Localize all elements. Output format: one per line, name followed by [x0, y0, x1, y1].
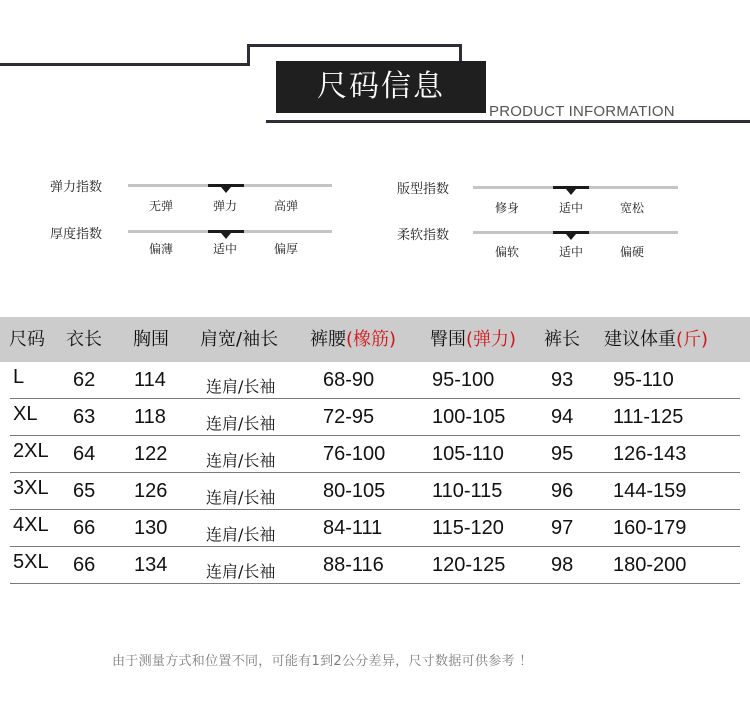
header-line-left [0, 63, 250, 66]
table-cell: 130 [134, 517, 168, 539]
table-cell: 97 [551, 517, 574, 539]
page-subtitle: PRODUCT INFORMATION [489, 103, 675, 120]
measurement-footnote: 由于测量方式和位置不同，可能有1到2公分差异，尺寸数据可供参考 ！ [112, 654, 533, 669]
table-cell: 62 [73, 369, 96, 391]
table-row [10, 362, 740, 399]
table-cell: 126 [134, 480, 168, 502]
table-row [10, 473, 740, 510]
table-cell: 120-125 [432, 554, 506, 576]
index-option: 宽松 [619, 201, 644, 215]
index-label: 厚度指数 [50, 227, 103, 242]
table-cell: 95-110 [613, 369, 674, 391]
table-cell: 110-115 [432, 480, 503, 502]
index-pointer-icon [566, 234, 576, 240]
table-cell: 连肩/长袖 [206, 377, 276, 396]
index-option: 偏厚 [273, 242, 298, 256]
column-header-note: (橡筋) [346, 329, 397, 350]
table-cell: 122 [134, 443, 168, 465]
table-cell: 连肩/长袖 [206, 525, 276, 544]
index-option: 无弹 [148, 199, 173, 213]
table-cell: 4XL [13, 514, 49, 536]
table-cell: 160-179 [613, 517, 687, 539]
table-cell: 66 [73, 517, 96, 539]
index-option-selected: 适中 [558, 245, 583, 259]
table-cell: 96 [551, 480, 574, 502]
table-cell: 88-116 [323, 554, 384, 576]
table-cell: 76-100 [323, 443, 386, 465]
index-option: 偏软 [494, 245, 519, 259]
table-cell: 98 [551, 554, 574, 576]
index-option-selected: 适中 [212, 242, 237, 256]
table-cell: 118 [134, 406, 166, 428]
column-header-note: (斤) [676, 329, 709, 350]
table-cell: 144-159 [613, 480, 687, 502]
header-line-left-vertical [247, 44, 250, 66]
table-cell: 3XL [13, 477, 49, 499]
table-cell: 95-100 [432, 369, 495, 391]
index-option: 偏薄 [148, 242, 173, 256]
index-option: 修身 [494, 201, 519, 215]
column-header-note: (弹力) [466, 329, 517, 350]
table-row [10, 436, 740, 473]
table-cell: 100-105 [432, 406, 506, 428]
table-cell: 5XL [13, 551, 49, 573]
column-header: 裤长 [544, 329, 580, 350]
table-cell: 115-120 [432, 517, 504, 539]
column-header: 臀围(弹力) [430, 329, 517, 350]
index-option: 偏硬 [619, 245, 644, 259]
index-pointer-icon [221, 233, 231, 239]
index-label: 版型指数 [397, 182, 450, 197]
page-title: 尺码信息 [276, 61, 486, 113]
table-cell: 114 [134, 369, 166, 391]
index-option-selected: 弹力 [212, 199, 237, 213]
table-cell: 126-143 [613, 443, 687, 465]
table-row [10, 399, 740, 436]
header-line-bottom [266, 120, 750, 123]
index-pointer-icon [566, 189, 576, 195]
column-header: 胸围 [133, 329, 169, 350]
column-header: 尺码 [9, 329, 45, 350]
table-cell: 连肩/长袖 [206, 488, 276, 507]
row-divider [10, 583, 740, 584]
table-cell: XL [13, 403, 38, 425]
table-cell: 95 [551, 443, 574, 465]
table-cell: 84-111 [323, 517, 383, 539]
table-cell: L [13, 366, 25, 388]
index-label: 柔软指数 [397, 228, 450, 243]
table-row [10, 547, 740, 584]
header-line-top [247, 44, 462, 47]
table-cell: 连肩/长袖 [206, 562, 276, 581]
table-cell: 连肩/长袖 [206, 451, 276, 470]
column-header: 建议体重(斤) [604, 329, 709, 350]
table-cell: 连肩/长袖 [206, 414, 276, 433]
table-cell: 134 [134, 554, 168, 576]
table-cell: 68-90 [323, 369, 375, 391]
index-label: 弹力指数 [50, 180, 103, 195]
index-option-selected: 适中 [558, 201, 583, 215]
table-cell: 2XL [13, 440, 49, 462]
table-cell: 65 [73, 480, 96, 502]
table-cell: 64 [73, 443, 96, 465]
column-header: 衣长 [66, 329, 102, 350]
table-cell: 105-110 [432, 443, 504, 465]
index-option: 高弹 [273, 199, 298, 213]
table-cell: 180-200 [613, 554, 687, 576]
table-cell: 111-125 [613, 406, 684, 428]
table-cell: 72-95 [323, 406, 375, 428]
table-cell: 66 [73, 554, 96, 576]
table-cell: 63 [73, 406, 96, 428]
column-header: 裤腰(橡筋) [310, 329, 397, 350]
table-cell: 93 [551, 369, 574, 391]
table-row [10, 510, 740, 547]
table-cell: 94 [551, 406, 574, 428]
table-cell: 80-105 [323, 480, 386, 502]
column-header: 肩宽/袖长 [200, 329, 279, 350]
index-pointer-icon [221, 187, 231, 193]
